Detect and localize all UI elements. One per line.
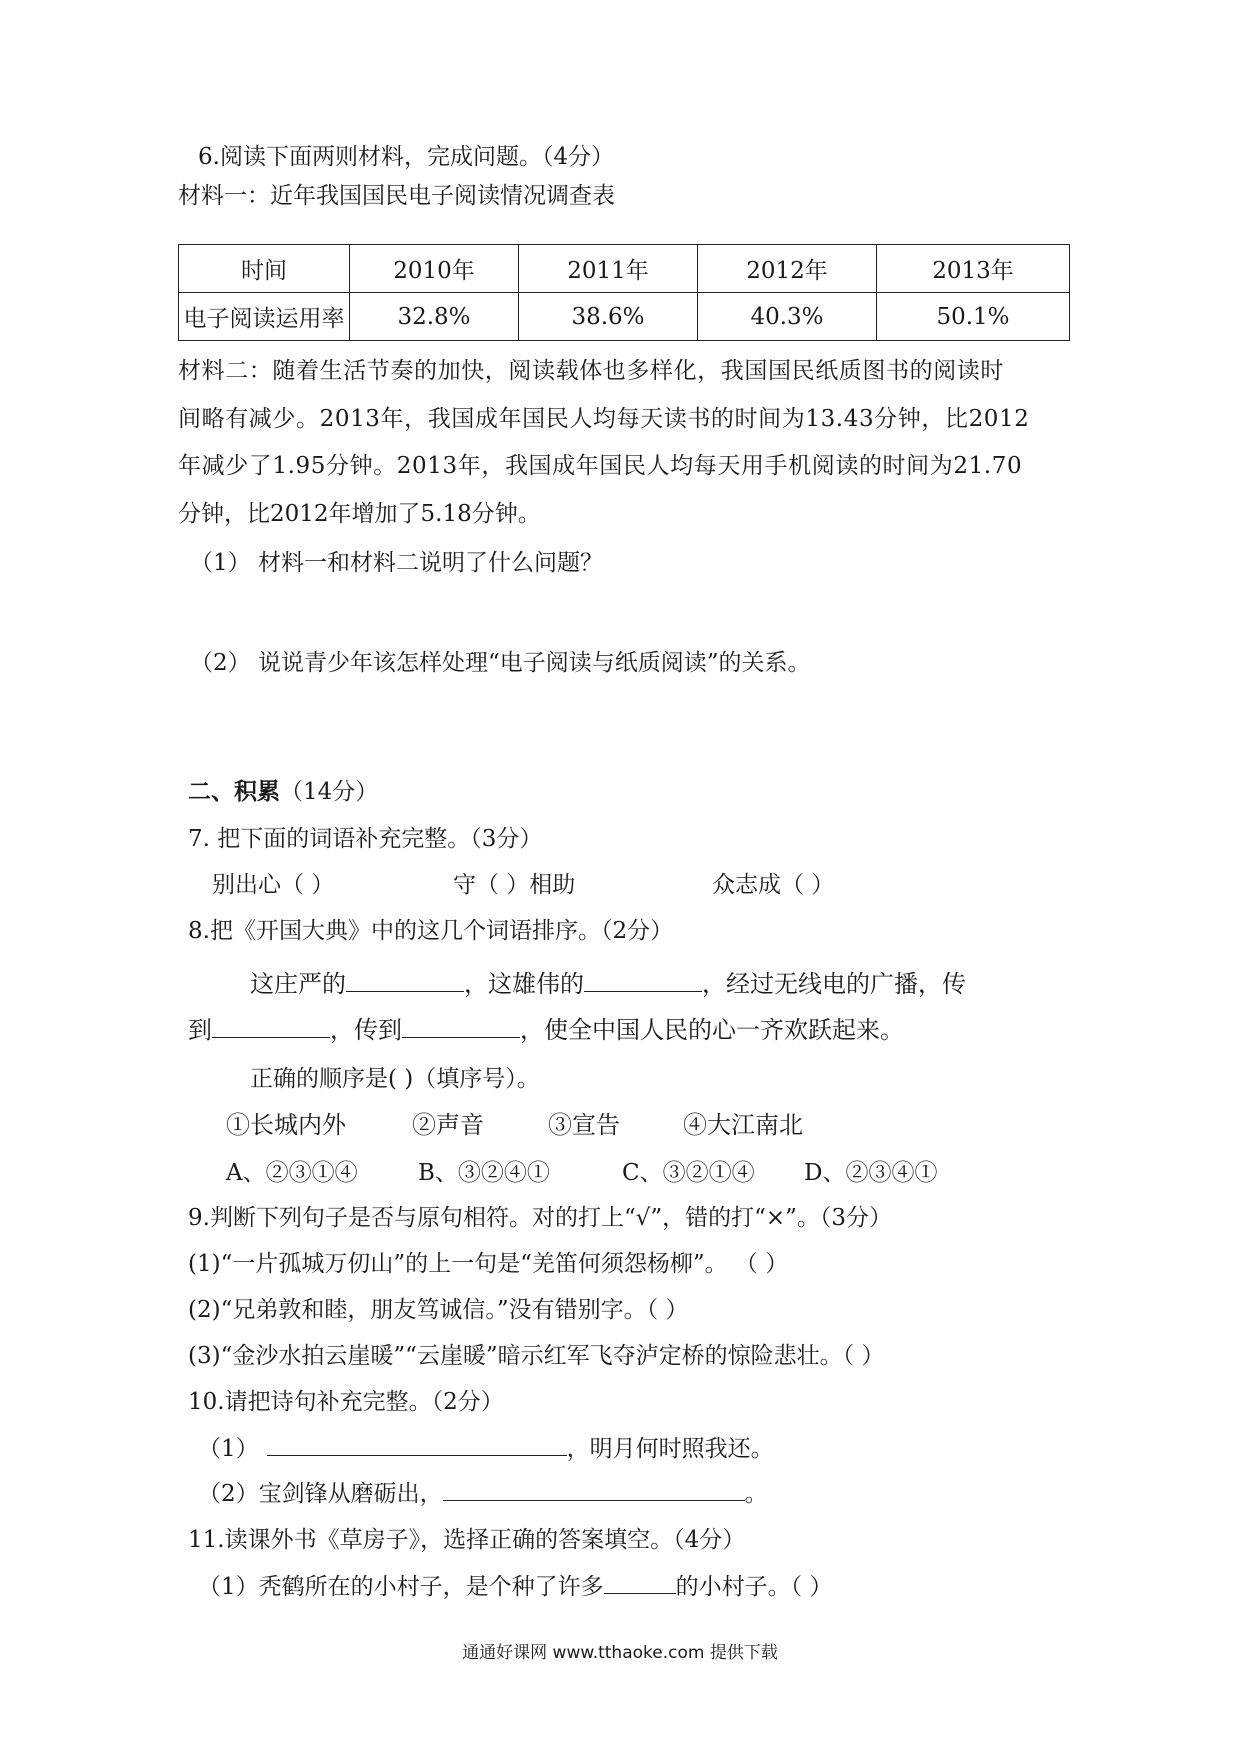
table-row [179, 293, 1070, 341]
q8-blank-2[interactable] [584, 969, 702, 992]
table-header-cell: 2012年 [698, 245, 877, 293]
footer-download-note: 通通好课网 www.tthaoke.com 提供下载 [462, 1643, 778, 1663]
q8-text: ，使全中国人民的心一齐欢跃起来。 [520, 1016, 904, 1044]
q8-order-prompt: 正确的顺序是( )（填序号）。 [250, 1066, 540, 1092]
q8-sentence-line-2 [188, 1015, 904, 1045]
q8-blank-1[interactable] [346, 969, 464, 992]
q8-option: ④大江南北 [683, 1111, 803, 1139]
table-cell: 40.3% [698, 293, 877, 341]
table-cell: 电子阅读运用率 [179, 293, 350, 341]
q11-item-1 [198, 1571, 832, 1602]
q9-item: (3)“金沙水拍云崖暖”“云崖暖”暗示红军飞夺泸定桥的惊险悲壮。（ ） [188, 1343, 885, 1369]
q8-option: ③宣告 [548, 1111, 620, 1139]
q11-item-1-prefix: （1）秃鹤所在的小村子，是个种了许多 [198, 1574, 604, 1600]
q6-material2-line: 间略有减少。2013年，我国成年国民人均每天读书的时间为13.43分钟，比2012 [178, 406, 1030, 432]
q9-item: (1)“一片孤城万仞山”的上一句是“羌笛何须怨杨柳”。 （ ） [188, 1251, 789, 1277]
table-header-cell: 2011年 [519, 245, 698, 293]
table-header-cell: 2010年 [350, 245, 519, 293]
q11-blank-1[interactable] [604, 1571, 676, 1594]
q6-subquestion-1: （1） 材料一和材料二说明了什么问题？ [190, 550, 603, 576]
table-header-cell: 时间 [179, 245, 350, 293]
q6-title: 6.阅读下面两则材料，完成问题。（4分） [198, 144, 615, 170]
table-header-cell: 2013年 [877, 245, 1070, 293]
q8-choice-c: C、③②①④ [622, 1160, 755, 1186]
q9-item: (2)“兄弟敦和睦，朋友笃诚信。”没有错别字。（ ） [188, 1297, 689, 1323]
q8-sentence-line-1 [250, 969, 966, 999]
q8-choice-d: D、②③④① [804, 1160, 938, 1186]
q8-text: 这庄严的 [250, 970, 346, 998]
q9-title: 9.判断下列句子是否与原句相符。对的打上“√”，错的打“×”。（3分） [188, 1205, 893, 1231]
q8-text: ，这雄伟的 [464, 970, 584, 998]
q10-item-2-suffix: 。 [744, 1481, 768, 1507]
q10-item-1 [198, 1433, 774, 1464]
q6-material2-line: 材料二：随着生活节奏的加快，阅读载体也多样化，我国国民纸质图书的阅读时 [178, 358, 1004, 384]
q10-item-2 [198, 1478, 768, 1509]
q7-title: 7. 把下面的词语补充完整。（3分） [188, 826, 543, 852]
q8-choice-a: A、②③①④ [226, 1160, 358, 1186]
q8-text: ，经过无线电的广播，传 [702, 970, 966, 998]
q6-material1-label: 材料一：近年我国国民电子阅读情况调查表 [178, 183, 615, 209]
q10-title: 10.请把诗句补充完整。（2分） [188, 1389, 504, 1415]
section-2-score: （14分） [280, 779, 379, 805]
q7-item-1: 别出心（ ） [212, 872, 335, 898]
q10-item-1-suffix: ，明月何时照我还。 [566, 1436, 774, 1462]
q8-text: ，传到 [330, 1016, 402, 1044]
table-cell: 32.8% [350, 293, 519, 341]
q6-material2-line: 年减少了1.95分钟。2013年，我国成年国民人均每天用手机阅读的时间为21.70 [178, 453, 1023, 479]
q8-blank-3[interactable] [212, 1015, 330, 1038]
table-cell: 38.6% [519, 293, 698, 341]
q6-material2-line: 分钟，比2012年增加了5.18分钟。 [178, 501, 541, 527]
q8-title: 8.把《开国大典》中的这几个词语排序。（2分） [188, 918, 674, 944]
section-2-heading [188, 777, 378, 807]
q10-blank-2[interactable] [443, 1478, 745, 1501]
q8-choice-b: B、③②④① [418, 1160, 550, 1186]
q8-option: ②声音 [412, 1111, 484, 1139]
q6-subquestion-2: （2） 说说青少年该怎样处理“电子阅读与纸质阅读”的关系。 [190, 650, 811, 676]
q11-title: 11.读课外书《草房子》，选择正确的答案填空。（4分） [188, 1527, 746, 1553]
q10-blank-1[interactable] [267, 1433, 567, 1456]
q8-option: ①长城内外 [226, 1111, 346, 1139]
section-2-title: 二、积累 [188, 778, 280, 805]
q11-item-1-suffix: 的小村子。（ ） [675, 1574, 833, 1600]
q8-blank-4[interactable] [402, 1015, 520, 1038]
table-header-row [179, 245, 1070, 293]
reading-survey-table [178, 244, 1070, 341]
q7-item-2: 守（ ）相助 [453, 872, 576, 898]
q10-item-1-prefix: （1） [198, 1436, 259, 1462]
table-cell: 50.1% [877, 293, 1070, 341]
q8-text: 到 [188, 1016, 212, 1044]
q7-item-3: 众志成（ ） [712, 872, 835, 898]
q10-item-2-prefix: （2）宝剑锋从磨砺出， [198, 1481, 443, 1507]
